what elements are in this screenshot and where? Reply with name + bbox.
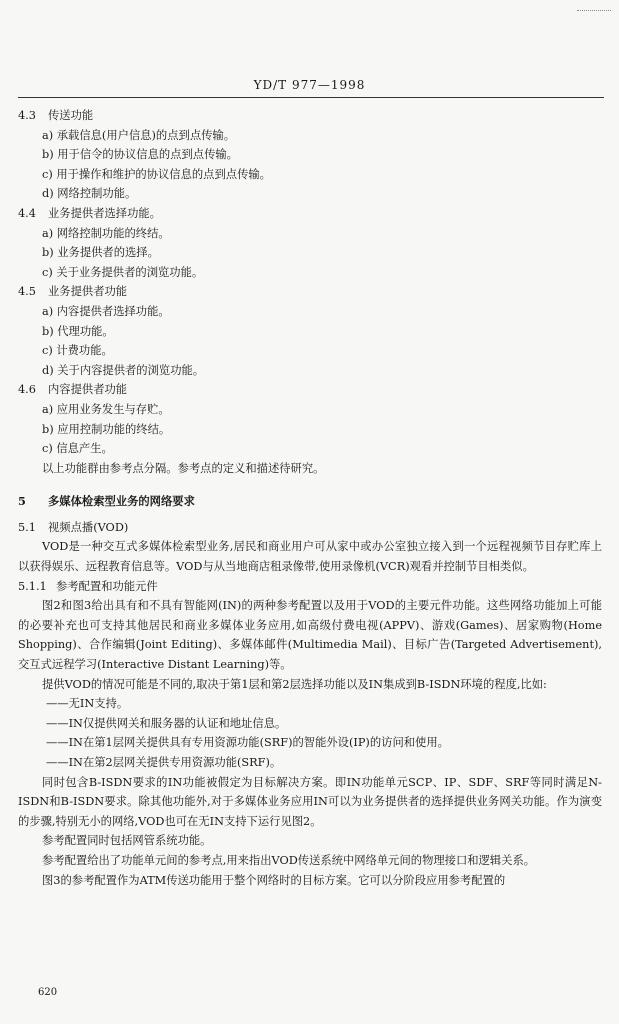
list-item: b) 业务提供者的选择。 (42, 246, 159, 260)
section-number: 4.4 (18, 206, 36, 220)
paragraph: 图3的参考配置作为ATM传送功能用于整个网络时的目标方案。它可以分阶段应用参考配置的 (42, 873, 506, 887)
page-header: YD/T 977—1998 (253, 78, 366, 92)
section-number: 5.1 (18, 520, 36, 534)
chapter-number: 5 (18, 494, 26, 509)
list-item: a) 内容提供者选择功能。 (42, 304, 170, 318)
page-body (18, 106, 602, 890)
list-item: c) 计费功能。 (42, 344, 113, 358)
section-number: 4.6 (18, 383, 36, 397)
list-item: b) 用于信令的协议信息的点到点传输。 (42, 148, 238, 162)
summary-text: 以上功能群由参考点分隔。参考点的定义和描述待研究。 (42, 461, 325, 475)
section-title: 传送功能 (48, 109, 94, 122)
dash-item: ——IN在第2层网关提供专用资源功能(SRF)。 (46, 756, 282, 769)
paragraph: 同时包含B-ISDN要求的IN功能被假定为目标解决方案。即IN功能单元SCP、IP、SDF、SRF等同时满足N-ISDN和B-ISDN要求。除其他功能外,对于多媒体业务应用IN可以为业务提供者的选择提供业务网关功能。作为演变的步骤,特别无小的网络,VOD也可在无IN支持下运行见图2。 (18, 775, 602, 828)
list-item: b) 代理功能。 (42, 324, 114, 338)
page-number: 620 (38, 987, 58, 998)
section-number: 5.1.1 (18, 579, 47, 593)
paragraph: 图2和图3给出具有和不具有智能网(IN)的两种参考配置以及用于VOD的主要元件功能。这些网络功能加上可能的必要补充也可支持其他居民和商业多媒体业务应用,如高级付费电视(APPV)、游戏(Games)、居家购物(Home Shopping)、合作编辑(Joint Editing)、多媒体邮件(Multimedia Mail)、目标广告(Targeted Advertisement),交互式远程学习(Interactive Distant Learning)等。 (18, 599, 602, 672)
scan-corner-mark (577, 10, 611, 15)
section-title: 内容提供者功能 (48, 383, 128, 397)
list-item: a) 应用业务发生与存贮。 (42, 402, 170, 416)
list-item: d) 关于内容提供者的浏览功能。 (42, 363, 205, 377)
section-title: 视频点播(VOD) (48, 520, 129, 534)
list-item: a) 网络控制功能的终结。 (42, 226, 170, 240)
list-item: c) 信息产生。 (42, 442, 113, 456)
section-4-4-heading (18, 204, 602, 224)
list-item: a) 承载信息(用户信息)的点到点传输。 (42, 128, 236, 142)
section-title: 业务提供者功能 (48, 285, 128, 299)
section-number: 4.5 (18, 285, 36, 299)
paragraph: 提供VOD的情况可能是不同的,取决于第1层和第2层选择功能以及IN集成到B-ISDN环境的程度,比如: (42, 677, 547, 691)
chapter-title: 多媒体检索型业务的网络要求 (48, 494, 195, 509)
paragraph: 参考配置同时包括网管系统功能。 (42, 834, 212, 848)
chapter-5-heading (18, 492, 602, 512)
dash-item: ——IN在第1层网关提供具有专用资源功能(SRF)的智能外设(IP)的访问和使用。 (46, 736, 449, 750)
section-title: 业务提供者选择功能。 (48, 206, 161, 220)
section-number: 4.3 (18, 109, 36, 122)
dash-item: ——无IN支持。 (46, 697, 129, 711)
dash-item: ——IN仅提供网关和服务器的认证和地址信息。 (46, 716, 287, 730)
section-4-5-heading (18, 282, 602, 302)
header-rule (18, 97, 604, 98)
section-5-1-heading (18, 518, 602, 538)
section-title: 参考配置和功能元件 (56, 579, 158, 593)
list-item: c) 关于业务提供者的浏览功能。 (42, 265, 204, 279)
list-item: c) 用于操作和维护的协议信息的点到点传输。 (42, 167, 271, 181)
list-item: b) 应用控制功能的终结。 (42, 422, 171, 436)
paragraph: 参考配置给出了功能单元间的参考点,用来指出VOD传送系统中网络单元间的物理接口和逻辑关系。 (42, 853, 536, 867)
list-item: d) 网络控制功能。 (42, 187, 137, 201)
section-5-1-1-heading (18, 577, 602, 597)
section-4-3-heading (18, 106, 602, 126)
paragraph: VOD是一种交互式多媒体检索型业务,居民和商业用户可从家中或办公室独立接入到一个远程视频节目存贮库上以获得娱乐、远程教育信息等。VOD与从当地商店租录像带,使用录像机(VCR)观看并控制节目相类似。 (18, 540, 602, 574)
section-4-6-heading (18, 380, 602, 400)
